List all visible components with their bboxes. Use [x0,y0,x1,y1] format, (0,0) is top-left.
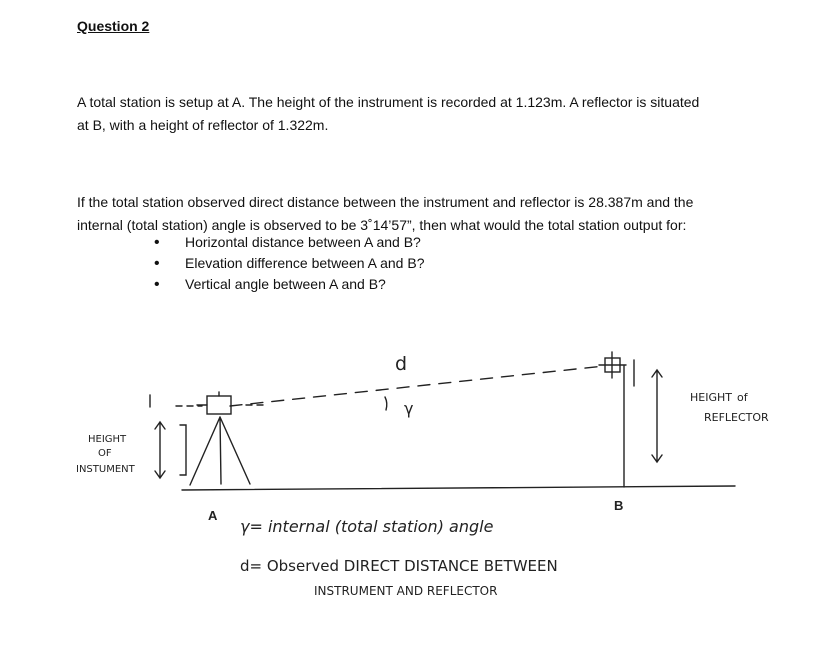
legend-distance-line-1: d= Observed DIRECT DISTANCE BETWEEN [240,557,558,575]
ground-line [182,486,735,490]
reflector-height-label-1: HEIGHT [690,391,732,404]
instrument-height-arrow [155,422,186,478]
reflector-height-arrow [634,360,662,462]
setup-paragraph-line: at B, with a height of reflector of 1.322m. [77,117,329,133]
question-paragraph-line: internal (total station) angle is observed to be 3˚14’57”, then what would the total station output for: [77,217,687,233]
line-of-sight [230,366,604,406]
instrument-height-label-2: OF [98,448,112,459]
legend-gamma: γ= internal (total station) angle [240,517,494,536]
distance-label: d [395,353,408,375]
horizontal-reference-line [176,405,263,406]
question-item-vertical-angle: • Vertical angle between A and B? [150,274,424,295]
total-station-instrument [207,396,231,414]
angle-arc [385,397,387,410]
instrument-height-label-1: HEIGHT [88,434,127,445]
reflector-height-label-2: of [737,391,748,404]
question-heading: Question 2 [77,18,150,34]
instrument-height-label-3: INSTUMENT [76,464,135,475]
legend-distance-line-2: INSTRUMENT AND REFLECTOR [314,584,498,598]
question-paragraph [77,191,777,237]
question-paragraph-line: If the total station observed direct distance between the instrument and reflector is 28.387m and the [77,194,694,210]
angle-label: γ [404,399,414,418]
tripod [190,417,250,485]
question-list [150,232,424,295]
setup-paragraph-line: A total station is setup at A. The height of the instrument is recorded at 1.123m. A reflector is situated [77,94,700,110]
point-a-label: A [208,508,218,523]
reflector-crosshair [599,352,626,378]
survey-diagram [0,340,815,657]
reflector-height-label-3: REFLECTOR [704,411,769,424]
question-item-elevation-difference: • Elevation difference between A and B? [150,253,424,274]
question-item-horizontal-distance: • Horizontal distance between A and B? [150,232,424,253]
setup-paragraph [77,91,777,137]
total-station-crosshair [197,392,219,405]
point-b-label: B [614,498,624,513]
